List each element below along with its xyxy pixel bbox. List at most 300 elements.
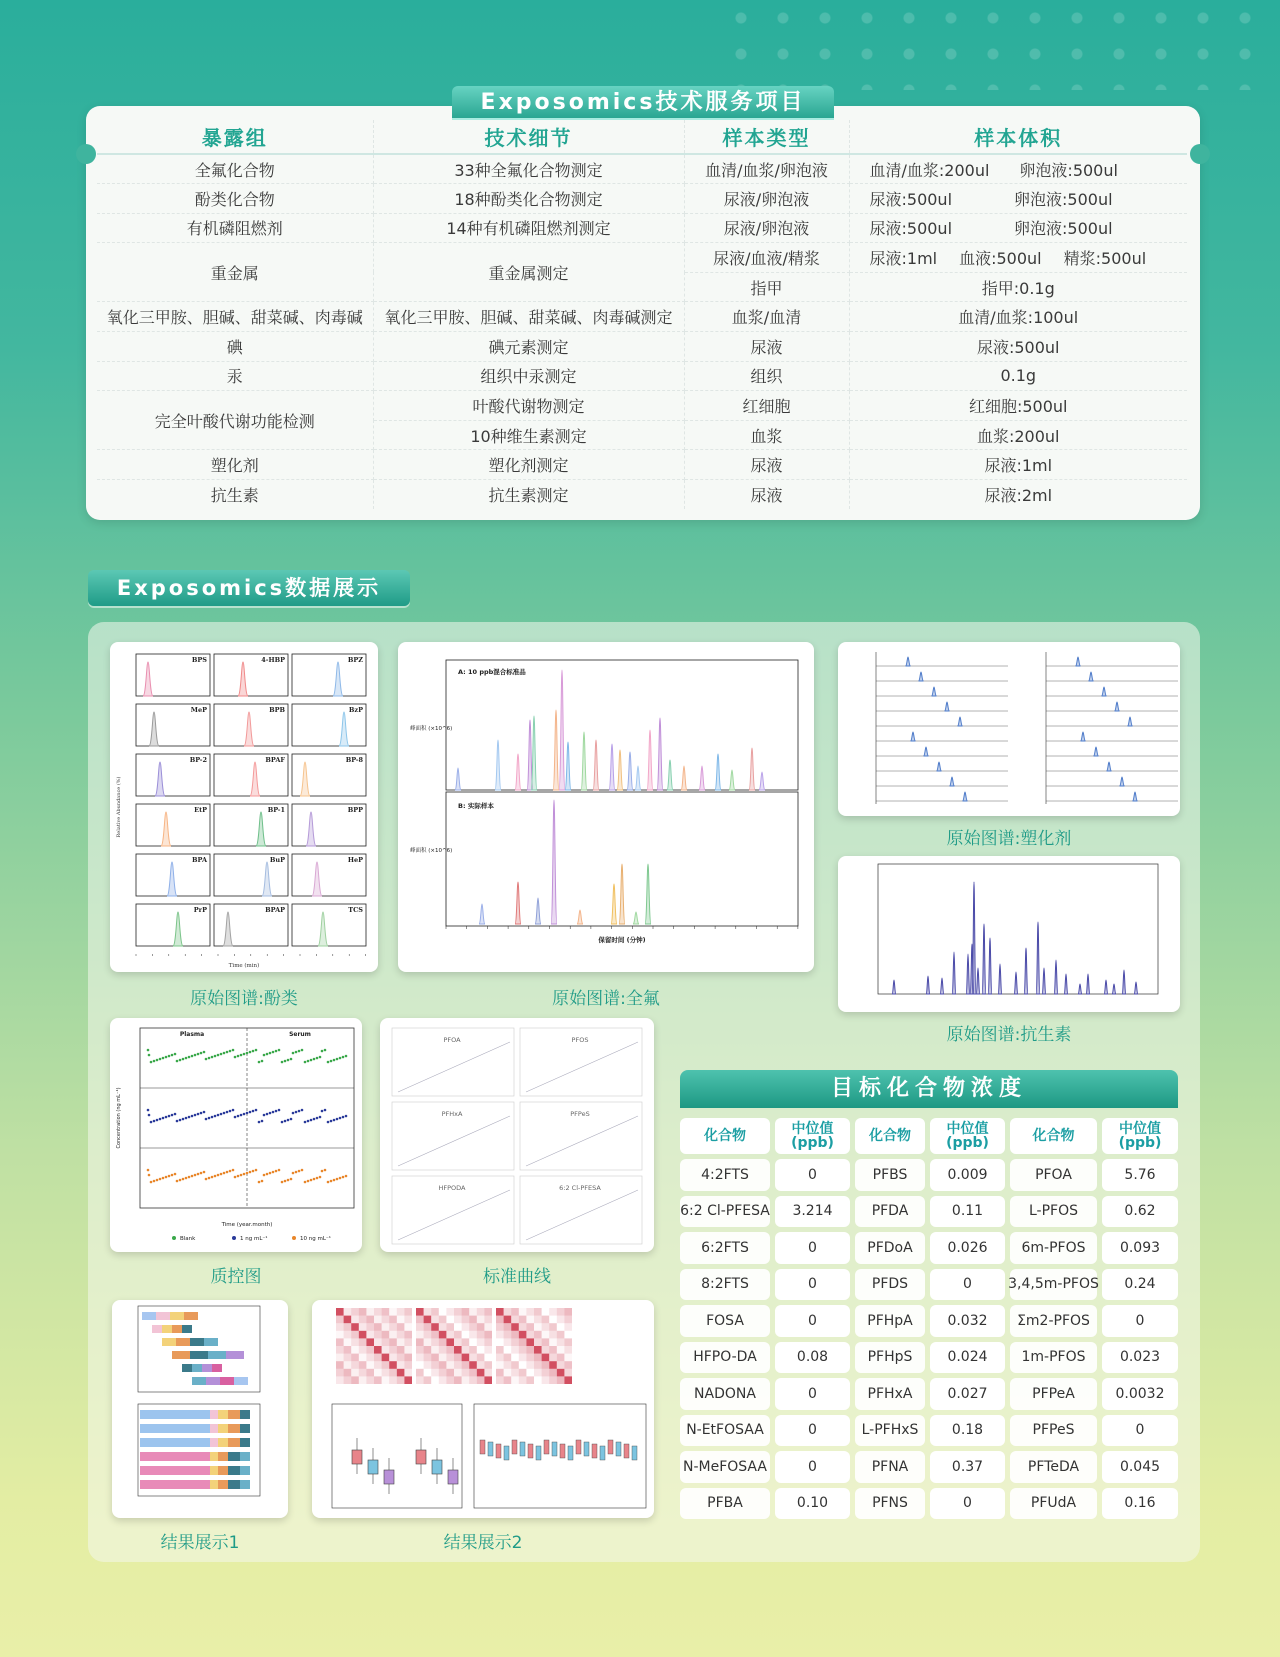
heatmap-cell [366, 1338, 374, 1346]
plasticizer-peak [1107, 762, 1112, 771]
qc-point [185, 1057, 188, 1060]
boxplot-box [496, 1444, 501, 1458]
cell-sample: 血浆/血清 [684, 302, 849, 332]
heatmap-cell [336, 1331, 344, 1339]
result2-figure [312, 1300, 654, 1518]
heatmap-cell [382, 1369, 390, 1377]
heatmap-cell [549, 1308, 557, 1316]
heatmap-cell [526, 1323, 534, 1331]
pfas-peak-a [715, 754, 721, 790]
phenol-panel-label: PrP [193, 906, 207, 914]
heatmap-cell [424, 1346, 432, 1354]
heatmap-cell [336, 1361, 344, 1369]
pfas-peak-a [559, 670, 565, 790]
result1-bar-segment [240, 1452, 250, 1461]
heatmap-cell [366, 1376, 374, 1384]
heatmap-cell [382, 1338, 390, 1346]
qc-point [266, 1113, 269, 1116]
table-row [97, 302, 1187, 332]
compound-name: Σm2-PFOS [1010, 1305, 1097, 1337]
qc-point [327, 1121, 330, 1124]
heatmap-cell [504, 1354, 512, 1362]
heatmap-cell [424, 1323, 432, 1331]
phenol-panel-label: EtP [194, 806, 207, 814]
pfas-peak-a [565, 742, 571, 790]
qc-point [304, 1121, 307, 1124]
cell-detail: 碘元素测定 [373, 332, 684, 362]
heatmap-cell [351, 1331, 359, 1339]
caption-result2: 结果展示2 [443, 1533, 523, 1553]
heatmap-cell [484, 1316, 492, 1324]
qc-point [258, 1181, 261, 1184]
heatmap-cell [542, 1376, 550, 1384]
cell-sample: 尿液/血液/精浆 [684, 243, 849, 273]
qc-point [211, 1116, 214, 1119]
qc-point [188, 1176, 191, 1179]
qc-point [223, 1052, 226, 1055]
compound-name: PFHpA [855, 1305, 925, 1337]
heatmap-cell [366, 1361, 374, 1369]
qc-point [272, 1051, 275, 1054]
qc-point [214, 1055, 217, 1058]
volume-item: 卵泡液:500ul [1014, 219, 1113, 239]
qc-point [197, 1173, 200, 1176]
compound-name: PFDS [855, 1269, 925, 1301]
pfas-peak-b [645, 864, 651, 924]
qc-point [171, 1114, 174, 1117]
heatmap-cell [469, 1308, 477, 1316]
heatmap-cell [496, 1323, 504, 1331]
heatmap-cell [504, 1331, 512, 1339]
boxplot-box [624, 1444, 629, 1458]
qc-point [237, 1115, 240, 1118]
pfas-peak-b [619, 864, 625, 924]
heatmap-cell [462, 1376, 470, 1384]
compound-name: NADONA [680, 1378, 770, 1410]
heatmap-cell [484, 1338, 492, 1346]
qc-point [156, 1059, 159, 1062]
heatmap-cell [431, 1354, 439, 1362]
qc-label-plasma: Plasma [179, 1031, 205, 1038]
heatmap-cell [511, 1331, 519, 1339]
result1-bar-segment [210, 1424, 218, 1433]
antibiotic-plot-frame [878, 864, 1158, 994]
qc-point [345, 1055, 348, 1058]
median-value: 0.24 [1102, 1269, 1178, 1301]
qc-point [243, 1173, 246, 1176]
heatmap-cell [504, 1323, 512, 1331]
heatmap-cell [484, 1361, 492, 1369]
heatmap-cell [557, 1369, 565, 1377]
qc-label-serum: Serum [289, 1031, 311, 1038]
pfas-peak-a [531, 716, 537, 790]
standard-curve-line [526, 1042, 638, 1092]
qc-point [249, 1111, 252, 1114]
table-row [97, 213, 1187, 243]
phenol-panel-label: BPAP [265, 906, 285, 914]
qc-point [298, 1170, 301, 1173]
qc-point [304, 1181, 307, 1184]
heatmap-cell [446, 1361, 454, 1369]
qc-point [229, 1050, 232, 1053]
heatmap-cell [549, 1354, 557, 1362]
heatmap-cell [564, 1369, 572, 1377]
cell-volume [849, 243, 1187, 273]
pfas-peak-b [535, 898, 541, 924]
phenol-panel-label: 4-HBP [261, 656, 285, 664]
qc-point [237, 1055, 240, 1058]
qc-point [330, 1120, 333, 1123]
heatmap-cell [469, 1376, 477, 1384]
pfas-chromatogram-figure [398, 642, 814, 972]
boxplot-box [584, 1442, 589, 1456]
pfas-peak-a [495, 740, 501, 790]
qc-point [168, 1115, 171, 1118]
phenol-panel-label: BuP [269, 856, 285, 864]
heatmap-cell [477, 1346, 485, 1354]
qc-point [287, 1179, 290, 1182]
pfas-peak-b [633, 912, 639, 924]
qc-point [281, 1121, 284, 1124]
qc-point [232, 1049, 235, 1052]
heatmap-cell [446, 1369, 454, 1377]
result1-bar-segment [218, 1410, 228, 1419]
result2-boxplot-frame [332, 1404, 462, 1508]
result1-bar-segment [204, 1338, 218, 1346]
median-value: 0.024 [930, 1342, 1005, 1374]
qc-point [290, 1058, 293, 1061]
heatmap-cell [424, 1331, 432, 1339]
qc-point [330, 1180, 333, 1183]
cell-sample: 尿液 [684, 332, 849, 362]
heatmap-cell [446, 1338, 454, 1346]
header-median: 中位值 (ppb) [775, 1118, 850, 1154]
result1-bar-segment [206, 1377, 220, 1385]
pfas-peak-a [759, 772, 765, 790]
qc-point [313, 1178, 316, 1181]
cell-sample: 尿液/卵泡液 [684, 213, 849, 243]
antibiotic-peak [1104, 980, 1108, 994]
caption-result1: 结果展示1 [160, 1533, 240, 1553]
result1-bar-segment [228, 1438, 240, 1447]
heatmap-cell [351, 1354, 359, 1362]
antibiotic-peak [1054, 960, 1058, 994]
heatmap-cell [504, 1369, 512, 1377]
heatmap-cell [511, 1346, 519, 1354]
cell-volume: 指甲:0.1g [849, 272, 1187, 302]
qc-point [327, 1061, 330, 1064]
qc-point [263, 1174, 266, 1177]
boxplot-box [504, 1446, 509, 1460]
qc-point [200, 1112, 203, 1115]
qc-point [301, 1049, 304, 1052]
volume-item: 尿液:1ml [869, 249, 938, 269]
heatmap-cell [511, 1316, 519, 1324]
qc-point [194, 1174, 197, 1177]
compound-name: HFPO-DA [680, 1342, 770, 1374]
heatmap-cell [454, 1361, 462, 1369]
heatmap-cell [416, 1323, 424, 1331]
standard-curve-label: PFOS [571, 1036, 589, 1044]
heatmap-cell [351, 1361, 359, 1369]
qc-point [197, 1053, 200, 1056]
heatmap-cell [431, 1331, 439, 1339]
qc-point [243, 1113, 246, 1116]
heatmap-cell [519, 1354, 527, 1362]
qc-point [217, 1114, 220, 1117]
qc-point [194, 1054, 197, 1057]
heatmap-cell [389, 1338, 397, 1346]
qc-point [150, 1121, 153, 1124]
heatmap-cell [416, 1354, 424, 1362]
data-display-title: Exposomics数据展示 [88, 570, 410, 606]
qc-point [150, 1181, 153, 1184]
antibiotic-peak [972, 882, 976, 994]
heatmap-cell [374, 1369, 382, 1377]
qc-point [179, 1119, 182, 1122]
heatmap-cell [366, 1323, 374, 1331]
compound-name: PFTeDA [1010, 1451, 1097, 1483]
result1-bar-segment [210, 1466, 218, 1475]
cell-group: 抗生素 [97, 480, 373, 510]
compound-name: 6:2 Cl-PFESA [680, 1196, 770, 1228]
heatmap-cell [389, 1369, 397, 1377]
heatmap-cell [477, 1323, 485, 1331]
compound-name: FOSA [680, 1305, 770, 1337]
qc-point [243, 1053, 246, 1056]
heatmap-cell [359, 1338, 367, 1346]
compound-name: PFNS [855, 1488, 925, 1520]
compound-name: 8:2FTS [680, 1269, 770, 1301]
heatmap-cell [424, 1361, 432, 1369]
compound-name: PFHpS [855, 1342, 925, 1374]
heatmap-cell [469, 1369, 477, 1377]
cell-volume: 红细胞:500ul [849, 391, 1187, 421]
heatmap-cell [557, 1316, 565, 1324]
boxplot-box [552, 1442, 557, 1456]
heatmap-cell [351, 1346, 359, 1354]
qc-point [298, 1050, 301, 1053]
median-value: 0.16 [1102, 1488, 1178, 1520]
heatmap-cell [454, 1354, 462, 1362]
cell-group: 汞 [97, 361, 373, 391]
heatmap-cell [496, 1361, 504, 1369]
heatmap-cell [404, 1376, 412, 1384]
caption-phenols: 原始图谱:酚类 [190, 989, 298, 1009]
qc-point [234, 1056, 237, 1059]
qc-point [150, 1061, 153, 1064]
qc-legend-label: Blank [180, 1236, 196, 1242]
pfas-peak-a [609, 744, 615, 790]
qc-point [156, 1119, 159, 1122]
heatmap-cell [344, 1316, 352, 1324]
qc-point [147, 1049, 150, 1052]
antibiotic-peak [940, 978, 944, 994]
heatmap-cell [534, 1369, 542, 1377]
qc-point [255, 1109, 258, 1112]
median-value: 0 [930, 1488, 1005, 1520]
heatmap-cell [534, 1331, 542, 1339]
result1-bar-segment [240, 1410, 250, 1419]
result1-bar-segment [176, 1338, 190, 1346]
standard-curve-line [398, 1042, 510, 1092]
qc-point [162, 1057, 165, 1060]
boxplot-box [416, 1450, 426, 1464]
boxplot-box [600, 1446, 605, 1460]
heatmap-cell [519, 1376, 527, 1384]
median-value: 0.032 [930, 1305, 1005, 1337]
qc-point [321, 1170, 324, 1173]
standard-curve-line [398, 1116, 510, 1166]
qc-point [255, 1169, 258, 1172]
heatmap-cell [397, 1346, 405, 1354]
phenol-panel-label: BzP [348, 706, 363, 714]
heatmap-cell [564, 1331, 572, 1339]
heatmap-cell [462, 1331, 470, 1339]
heatmap-cell [416, 1346, 424, 1354]
heatmap-cell [549, 1346, 557, 1354]
cell-volume: 尿液:1ml [849, 450, 1187, 480]
pfas-peak-a [515, 754, 521, 790]
volume-item: 精浆:500ul [1063, 249, 1147, 269]
services-title: Exposomics技术服务项目 [452, 86, 834, 120]
heatmap-cell [526, 1308, 534, 1316]
phenol-panel-label: BPP [347, 806, 363, 814]
heatmap-cell [404, 1361, 412, 1369]
qc-point [263, 1054, 266, 1057]
result1-bar-segment [140, 1438, 210, 1447]
qc-point [188, 1056, 191, 1059]
heatmap-cell [446, 1323, 454, 1331]
qc-point [208, 1117, 211, 1120]
cell-volume: 尿液:2ml [984, 486, 1053, 506]
qc-legend-label: 10 ng mL⁻¹ [300, 1236, 332, 1242]
heatmap-cell [557, 1376, 565, 1384]
standard-curve-label: 6:2 Cl-PFESA [559, 1184, 601, 1192]
result1-bar-segment [228, 1480, 240, 1489]
heatmap-cell [359, 1369, 367, 1377]
heatmap-cell [519, 1361, 527, 1369]
cell-volume [849, 213, 1187, 243]
result1-bar-segment [172, 1325, 182, 1333]
qc-point [185, 1177, 188, 1180]
result1-bar-segment [208, 1351, 226, 1359]
compound-name: 3,4,5m-PFOS [1010, 1269, 1097, 1301]
heatmap-cell [526, 1316, 534, 1324]
heatmap-cell [526, 1361, 534, 1369]
header-median: 中位值 (ppb) [930, 1118, 1005, 1154]
plasticizer-peak [1076, 657, 1081, 666]
qc-point [327, 1181, 330, 1184]
boxplot-box [520, 1442, 525, 1456]
heatmap-cell [511, 1308, 519, 1316]
pfas-peak-b [611, 884, 617, 924]
qc-point [148, 1054, 151, 1057]
qc-point [191, 1175, 194, 1178]
pfas-y-label-b: 峰面积 (×10^6) [410, 848, 453, 854]
heatmap-cell [439, 1361, 447, 1369]
pfas-y-label-a: 峰面积 (×10^6) [410, 726, 453, 732]
compound-name: L-PFHxS [855, 1415, 925, 1447]
heatmap-cell [557, 1323, 565, 1331]
boxplot-box [608, 1440, 613, 1454]
phenol-panel-label: BPA [192, 856, 207, 864]
qc-point [249, 1051, 252, 1054]
heatmap-cell [469, 1346, 477, 1354]
heatmap-cell [404, 1338, 412, 1346]
qc-point [246, 1112, 249, 1115]
heatmap-cell [557, 1354, 565, 1362]
phenol-x-axis-label: Time (min) [228, 963, 260, 969]
heatmap-cell [557, 1346, 565, 1354]
heatmap-cell [454, 1369, 462, 1377]
concentration-title: 目标化合物浓度 [680, 1070, 1178, 1108]
cell-detail: 叶酸代谢物测定 [373, 391, 684, 421]
caption-pfas: 原始图谱:全氟 [552, 989, 660, 1009]
cell-sample: 血浆 [684, 420, 849, 450]
heatmap-cell [374, 1361, 382, 1369]
qc-point [217, 1054, 220, 1057]
heatmap-cell [504, 1338, 512, 1346]
cell-detail: 氧化三甲胺、胆碱、甜菜碱、肉毒碱测定 [373, 302, 684, 332]
result1-bar-segment [240, 1438, 250, 1447]
qc-point [226, 1051, 229, 1054]
qc-point [324, 1049, 327, 1052]
qc-point [182, 1178, 185, 1181]
plasticizer-chromatogram-svg [838, 642, 1180, 816]
pfas-x-label: 保留时间 (分钟) [598, 936, 646, 944]
cell-group: 重金属 [97, 243, 373, 302]
pfas-peak-a [681, 766, 687, 790]
table-row [97, 450, 1187, 480]
heatmap-cell [511, 1338, 519, 1346]
heatmap-cell [564, 1316, 572, 1324]
heatmap-cell [462, 1316, 470, 1324]
heatmap-cell [404, 1346, 412, 1354]
qc-point [345, 1175, 348, 1178]
heatmap-cell [496, 1346, 504, 1354]
heatmap-cell [477, 1331, 485, 1339]
heatmap-cell [439, 1308, 447, 1316]
plasticizer-peak [1089, 672, 1094, 681]
caption-plasticizer: 原始图谱:塑化剂 [946, 829, 1072, 849]
cell-group: 完全叶酸代谢功能检测 [97, 391, 373, 450]
plasticizer-peak [958, 717, 963, 726]
heatmap-cell [534, 1346, 542, 1354]
result1-bar-segment [212, 1364, 222, 1372]
standard-curves-figure [380, 1018, 654, 1252]
median-value: 0 [775, 1232, 850, 1264]
heatmap-cell [397, 1331, 405, 1339]
heatmap-cell [477, 1369, 485, 1377]
heatmap-cell [336, 1369, 344, 1377]
result1-bar-segment [182, 1364, 192, 1372]
volume-item: 尿液:500ul [869, 219, 953, 239]
heatmap-cell [496, 1316, 504, 1324]
heatmap-cell [351, 1316, 359, 1324]
heatmap-cell [389, 1376, 397, 1384]
heatmap-cell [397, 1316, 405, 1324]
qc-point [307, 1180, 310, 1183]
heatmap-cell [542, 1369, 550, 1377]
table-row [97, 184, 1187, 214]
heatmap-cell [397, 1338, 405, 1346]
qc-point [336, 1058, 339, 1061]
qc-point [316, 1117, 319, 1120]
qc-point [307, 1120, 310, 1123]
volume-item: 卵泡液:500ul [1014, 189, 1113, 209]
phenol-panel-label: BPS [191, 656, 207, 664]
